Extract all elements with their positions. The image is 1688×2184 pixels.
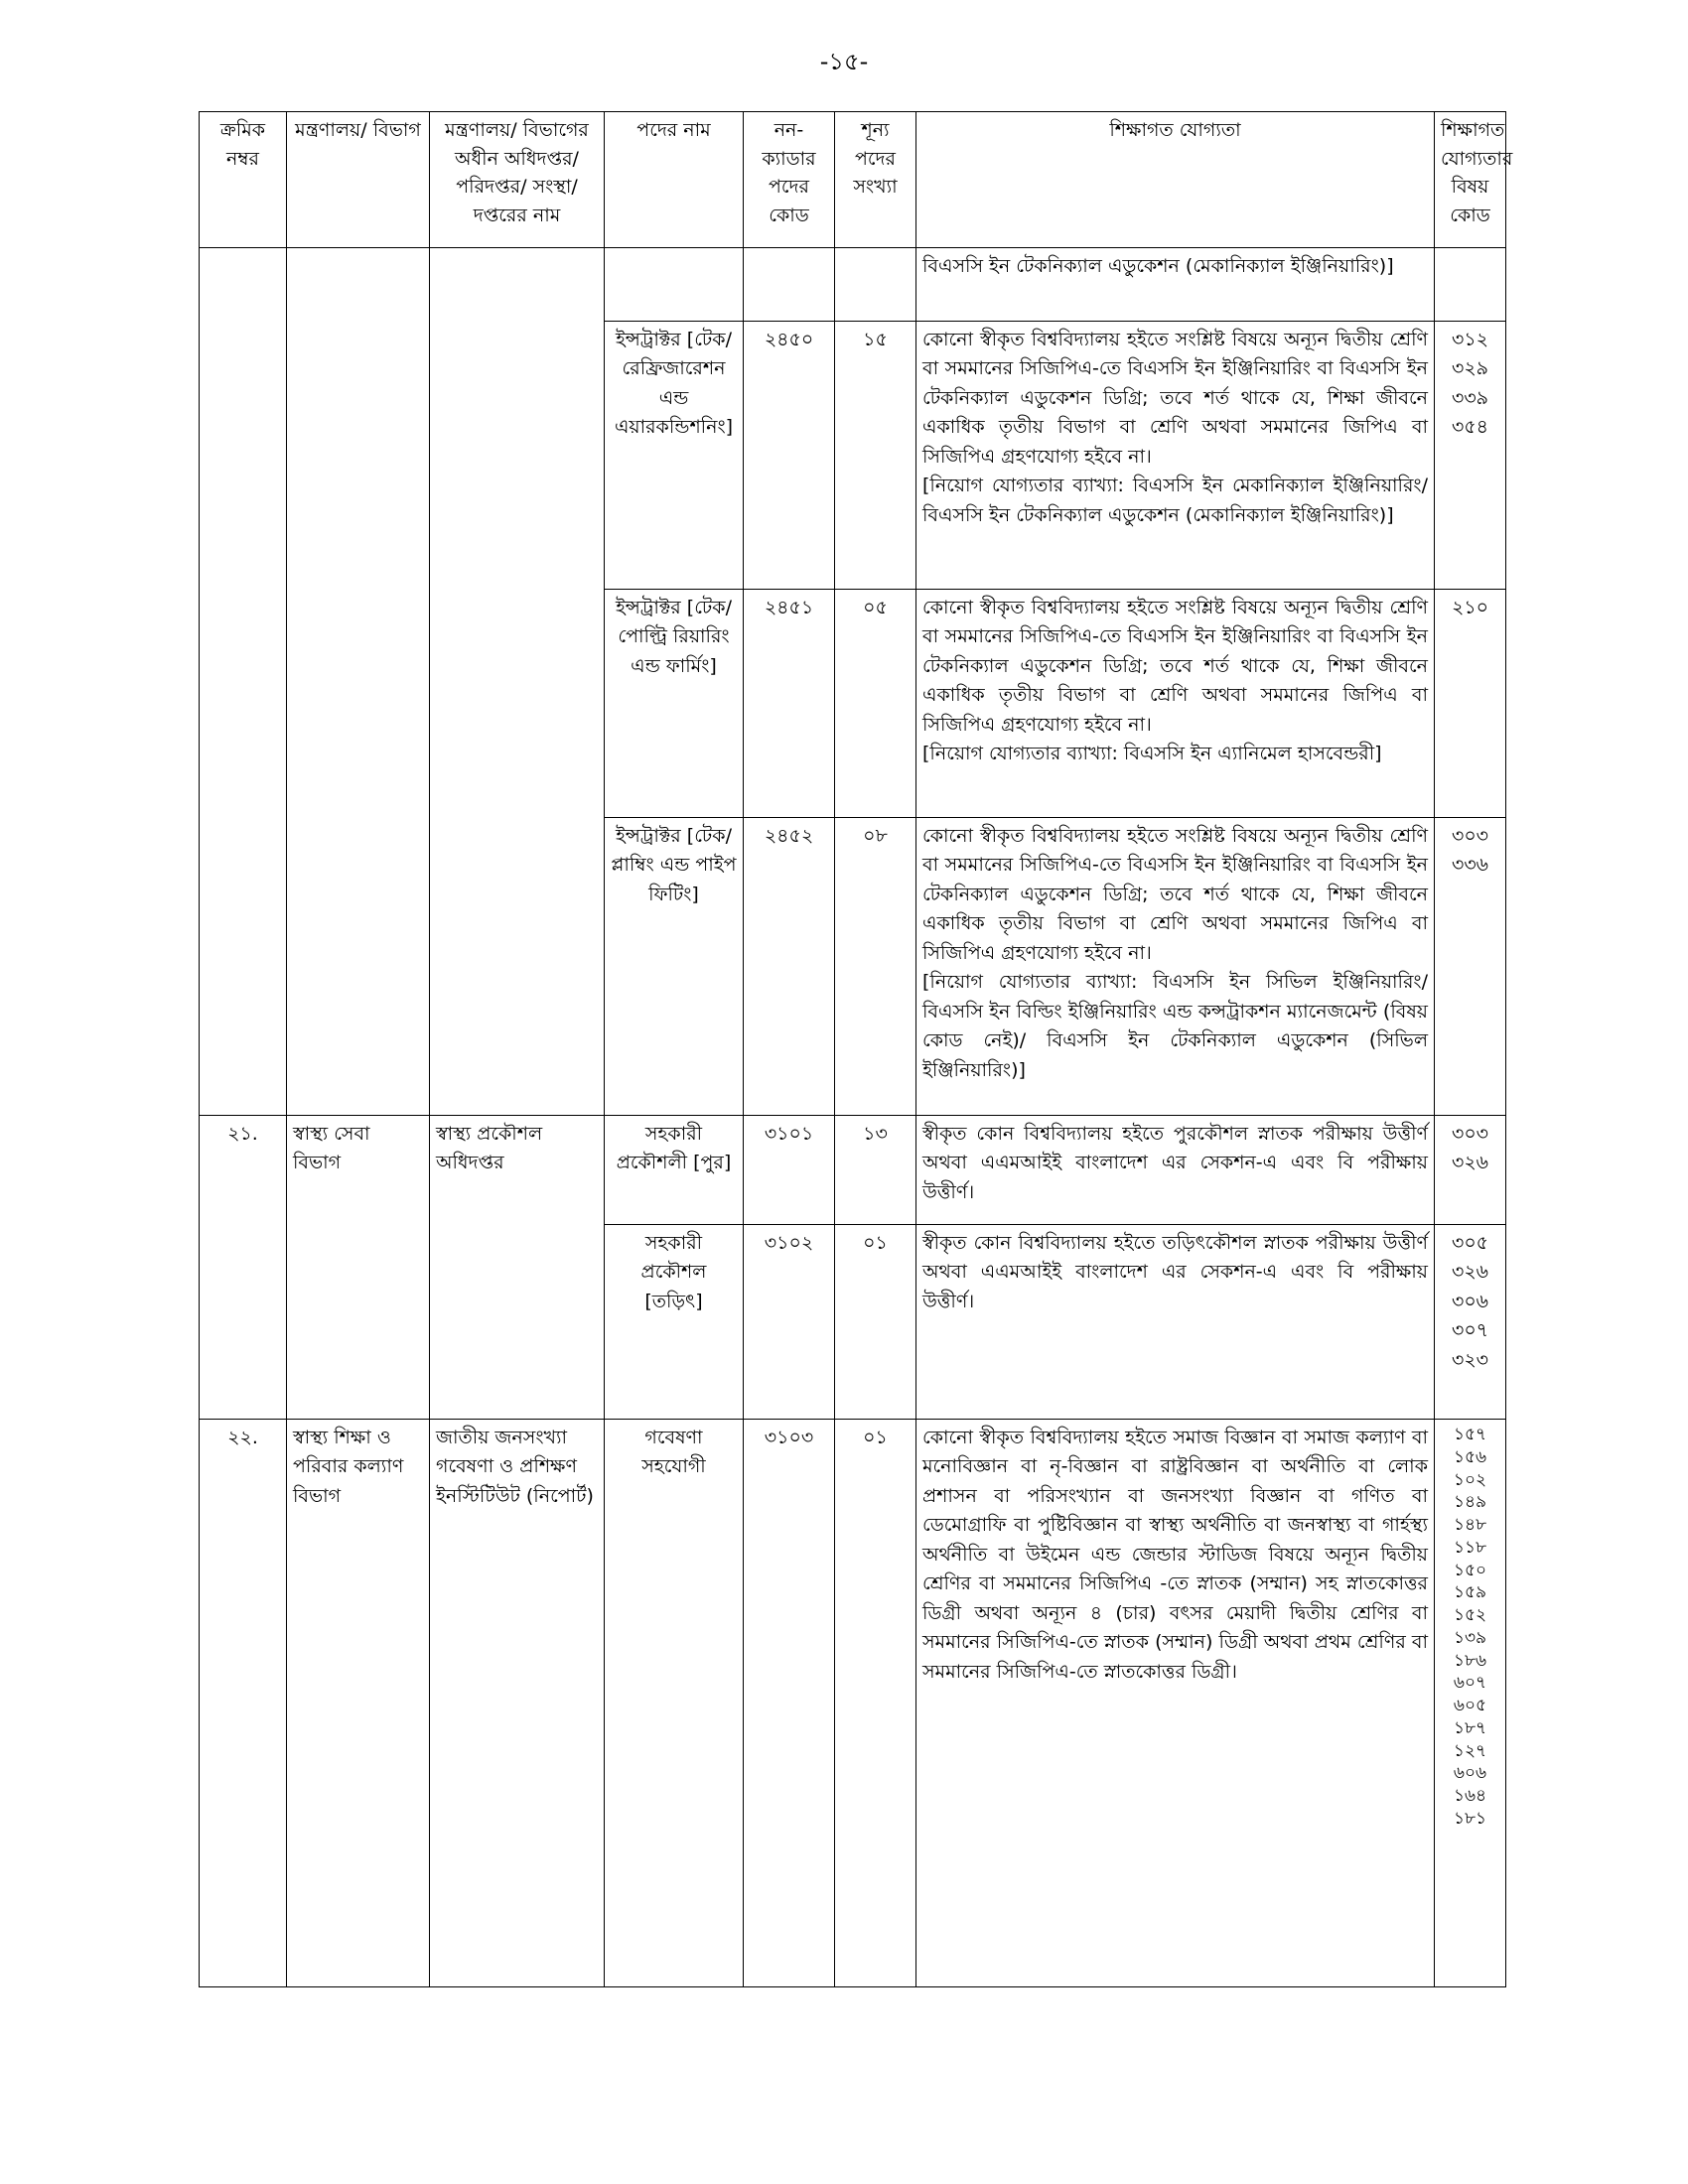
post-cell: ইন্সট্রাক্টর [টেক/ পোল্ট্রি রিয়ারিং এন্ড ফার্মিং] <box>605 590 744 818</box>
post-cell: গবেষণা সহযোগী <box>605 1420 744 1987</box>
post-cell: সহকারী প্রকৌশলী [পুর] <box>605 1116 744 1225</box>
qualification-note: [নিয়োগ যোগ্যতার ব্যাখ্যা: বিএসসি ইন এ্যানিমেল হাসবেন্ডরী] <box>922 743 1382 765</box>
subject-code: ৩০৬ <box>1451 1290 1489 1312</box>
subject-code: ৩৩৯ <box>1451 386 1489 409</box>
subject-code: ৬০৫ <box>1453 1696 1487 1716</box>
subject-code-cell <box>1435 1225 1506 1420</box>
header-code: নন-ক্যাডার পদের কোড <box>744 112 835 248</box>
subject-code: ১৬৪ <box>1453 1786 1487 1807</box>
qualification-cell: স্বীকৃত কোন বিশ্ববিদ্যালয় হইতে তড়িৎকৌশল স্নাতক পরীক্ষায় উত্তীর্ণ অথবা এএমআইই বাংলাদেশ এর সেকশন-এ এবং বি পরীক্ষায় উত্তীর্ণ। <box>916 1225 1435 1420</box>
post-cell <box>605 248 744 322</box>
qualification-note: [নিয়োগ যোগ্যতার ব্যাখ্যা: বিএসসি ইন সিভিল ইঞ্জিনিয়ারিং/ বিএসসি ইন বিল্ডিং ইঞ্জিনিয়ারিং এন্ড কন্সট্রাকশন ম্যানেজমেন্ট (বিষয় কোড নেই)/ বিএসসি ইন টেকনিক্যাল এডুকেশন (সিভিল ইঞ্জিনিয়ারিং)] <box>922 971 1428 1081</box>
code-cell: ২৪৫২ <box>744 818 835 1116</box>
subject-code: ১৮৬ <box>1453 1650 1487 1671</box>
subject-code: ৩২৯ <box>1451 357 1489 380</box>
subject-code: ১৫৭ <box>1453 1425 1487 1444</box>
header-serial: ক্রমিক নম্বর <box>200 112 287 248</box>
serial-cell: ২২. <box>200 1420 287 1987</box>
qualification-text: কোনো স্বীকৃত বিশ্ববিদ্যালয় হইতে সংশ্লিষ্ট বিষয়ে অন্যূন দ্বিতীয় শ্রেণি বা সমমানের সিজিপিএ-তে বিএসসি ইন ইঞ্জিনিয়ারিং বা বিএসসি ইন টেকনিক্যাল এডুকেশন ডিগ্রি; তবে শর্ত থাকে যে, শিক্ষা জীবনে একাধিক তৃতীয় বিভাগ বা শ্রেণি অথবা সমমানের জিপিএ বা সিজিপিএ গ্রহণযোগ্য হইবে না। <box>922 329 1428 468</box>
header-post: পদের নাম <box>605 112 744 248</box>
subject-code: ১১৮ <box>1453 1537 1487 1558</box>
qualification-cell: কোনো স্বীকৃত বিশ্ববিদ্যালয় হইতে সমাজ বিজ্ঞান বা সমাজ কল্যাণ বা মনোবিজ্ঞান বা নৃ-বিজ্ঞান বা রাষ্ট্রবিজ্ঞান বা অর্থনীতি বা লোক প্রশাসন বা পরিসংখ্যান বা জনসংখ্যা বিজ্ঞান বা গণিত বা ডেমোগ্রাফি বা পুষ্টিবিজ্ঞান বা স্বাস্থ্য অর্থনীতি বা জনস্বাস্থ্য বা গার্হস্থ্য অর্থনীতি বা উইমেন এন্ড জেন্ডার স্টাডিজ বিষয়ে অন্যূন দ্বিতীয় শ্রেণির বা সমমানের সিজিপিএ -তে স্নাতক (সম্মান) সহ স্নাতকোত্তর ডিগ্রী অথবা অন্যূন ৪ (চার) বৎসর মেয়াদী দ্বিতীয় শ্রেণির বা সমমানের সিজিপিএ-তে স্নাতক (সম্মান) ডিগ্রী অথবা প্রথম শ্রেণির বা সমমানের সিজিপিএ-তে স্নাতকোত্তর ডিগ্রী। <box>916 1420 1435 1987</box>
qualification-cell <box>916 322 1435 590</box>
subject-code: ৩৫৪ <box>1451 416 1488 439</box>
header-ministry: মন্ত্রণালয়/ বিভাগ <box>287 112 430 248</box>
subject-code: ৬০৭ <box>1453 1673 1487 1694</box>
subject-code: ১৪৮ <box>1453 1515 1487 1536</box>
subject-code: ৩২৩ <box>1451 1348 1489 1371</box>
vacancy-cell: ০৫ <box>835 590 916 818</box>
subject-code: ৩২৬ <box>1451 1152 1489 1174</box>
subject-code-cell <box>1435 248 1506 322</box>
subject-code: ২১০ <box>1451 597 1489 618</box>
qualification-cell <box>916 818 1435 1116</box>
subject-code: ৩৩৬ <box>1451 854 1489 877</box>
code-cell: ৩১০১ <box>744 1116 835 1225</box>
code-cell: ২৪৫১ <box>744 590 835 818</box>
subject-code: ১৫২ <box>1453 1605 1487 1626</box>
subject-code: ৩০৫ <box>1451 1232 1489 1254</box>
page-number: -১৫- <box>819 48 869 75</box>
vacancy-cell <box>835 248 916 322</box>
subject-code: ৩০৩ <box>1451 1123 1489 1145</box>
subject-code: ১২৭ <box>1453 1740 1487 1761</box>
qualification-text: কোনো স্বীকৃত বিশ্ববিদ্যালয় হইতে সংশ্লিষ্ট বিষয়ে অন্যূন দ্বিতীয় শ্রেণি বা সমমানের সিজিপিএ-তে বিএসসি ইন ইঞ্জিনিয়ারিং বা বিএসসি ইন টেকনিক্যাল এডুকেশন ডিগ্রি; তবে শর্ত থাকে যে, শিক্ষা জীবনে একাধিক তৃতীয় বিভাগ বা শ্রেণি অথবা সমমানের জিপিএ বা সিজিপিএ গ্রহণযোগ্য হইবে না। <box>922 825 1428 964</box>
table-row <box>200 1420 1506 1987</box>
code-cell: ২৪৫০ <box>744 322 835 590</box>
qualification-text: কোনো স্বীকৃত বিশ্ববিদ্যালয় হইতে সংশ্লিষ্ট বিষয়ে অন্যূন দ্বিতীয় শ্রেণি বা সমমানের সিজিপিএ-তে বিএসসি ইন ইঞ্জিনিয়ারিং বা বিএসসি ইন টেকনিক্যাল এডুকেশন ডিগ্রি; তবে শর্ত থাকে যে, শিক্ষা জীবনে একাধিক তৃতীয় বিভাগ বা শ্রেণি অথবা সমমানের জিপিএ বা সিজিপিএ গ্রহণযোগ্য হইবে না। <box>922 597 1428 736</box>
code-cell: ৩১০৩ <box>744 1420 835 1987</box>
qualification-cell: বিএসসি ইন টেকনিক্যাল এডুকেশন (মেকানিক্যাল ইঞ্জিনিয়ারিং)] <box>916 248 1435 322</box>
code-cell: ৩১০২ <box>744 1225 835 1420</box>
header-subject-code: শিক্ষাগত যোগ্যতার বিষয় কোড <box>1435 112 1506 248</box>
vacancy-cell: ০১ <box>835 1225 916 1420</box>
subject-code-cell <box>1435 1116 1506 1225</box>
subject-code: ৩১২ <box>1451 329 1489 350</box>
post-cell: সহকারী প্রকৌশল [তড়িৎ] <box>605 1225 744 1420</box>
department-cell: স্বাস্থ্য প্রকৌশল অধিদপ্তর <box>430 1116 605 1420</box>
subject-code: ১৪৯ <box>1453 1492 1487 1513</box>
ministry-cell <box>287 248 430 1116</box>
serial-cell: ২১. <box>200 1116 287 1420</box>
serial-cell <box>200 248 287 1116</box>
subject-code: ১৩৯ <box>1453 1627 1487 1648</box>
header-vacancy: শূন্য পদের সংখ্যা <box>835 112 916 248</box>
ministry-cell: স্বাস্থ্য সেবা বিভাগ <box>287 1116 430 1420</box>
vacancy-cell: ০৮ <box>835 818 916 1116</box>
subject-code: ৬০৬ <box>1453 1763 1487 1784</box>
vacancy-cell: ১৩ <box>835 1116 916 1225</box>
ministry-cell: স্বাস্থ্য শিক্ষা ও পরিবার কল্যাণ বিভাগ <box>287 1420 430 1987</box>
vacancy-table <box>199 111 1513 1987</box>
subject-code: ৩০৭ <box>1451 1319 1489 1342</box>
vacancy-cell: ১৫ <box>835 322 916 590</box>
department-cell <box>430 248 605 1116</box>
code-cell <box>744 248 835 322</box>
table-row <box>200 1116 1506 1225</box>
qualification-note: [নিয়োগ যোগ্যতার ব্যাখ্যা: বিএসসি ইন মেকানিক্যাল ইঞ্জিনিয়ারিং/ বিএসসি ইন টেকনিক্যাল এডুকেশন (মেকানিক্যাল ইঞ্জিনিয়ারিং)] <box>922 475 1428 526</box>
subject-code: ১০২ <box>1453 1469 1487 1490</box>
subject-code: ১৮১ <box>1453 1809 1487 1830</box>
subject-code: ৩০৩ <box>1451 825 1489 847</box>
post-cell: ইন্সট্রাক্টর [টেক/ প্লাম্বিং এন্ড পাইপ ফিটিং] <box>605 818 744 1116</box>
subject-code-cell <box>1435 818 1506 1116</box>
subject-code: ১৮৭ <box>1453 1717 1487 1738</box>
subject-code-cell <box>1435 590 1506 818</box>
table-header-row <box>200 112 1506 248</box>
table-row <box>200 248 1506 322</box>
vacancy-cell: ০১ <box>835 1420 916 1987</box>
department-cell: জাতীয় জনসংখ্যা গবেষণা ও প্রশিক্ষণ ইনস্টিটিউট (নিপোর্ট) <box>430 1420 605 1987</box>
subject-code: ১৫০ <box>1453 1560 1487 1580</box>
qualification-cell: স্বীকৃত কোন বিশ্ববিদ্যালয় হইতে পুরকৌশল স্নাতক পরীক্ষায় উত্তীর্ণ অথবা এএমআইই বাংলাদেশ এর সেকশন-এ এবং বি পরীক্ষায় উত্তীর্ণ। <box>916 1116 1435 1225</box>
qualification-cell <box>916 590 1435 818</box>
post-cell: ইন্সট্রাক্টর [টেক/ রেফ্রিজারেশন এন্ড এয়ারকন্ডিশনিং] <box>605 322 744 590</box>
header-qualification: শিক্ষাগত যোগ্যতা <box>916 112 1435 248</box>
subject-code: ৩২৬ <box>1451 1261 1489 1284</box>
subject-code: ১৫৬ <box>1453 1446 1487 1467</box>
subject-code-cell <box>1435 1420 1506 1987</box>
subject-code: ১৫৯ <box>1453 1582 1487 1603</box>
header-department: মন্ত্রণালয়/ বিভাগের অধীন অধিদপ্তর/ পরিদপ্তর/ সংস্থা/ দপ্তরের নাম <box>430 112 605 248</box>
subject-code-cell <box>1435 322 1506 590</box>
